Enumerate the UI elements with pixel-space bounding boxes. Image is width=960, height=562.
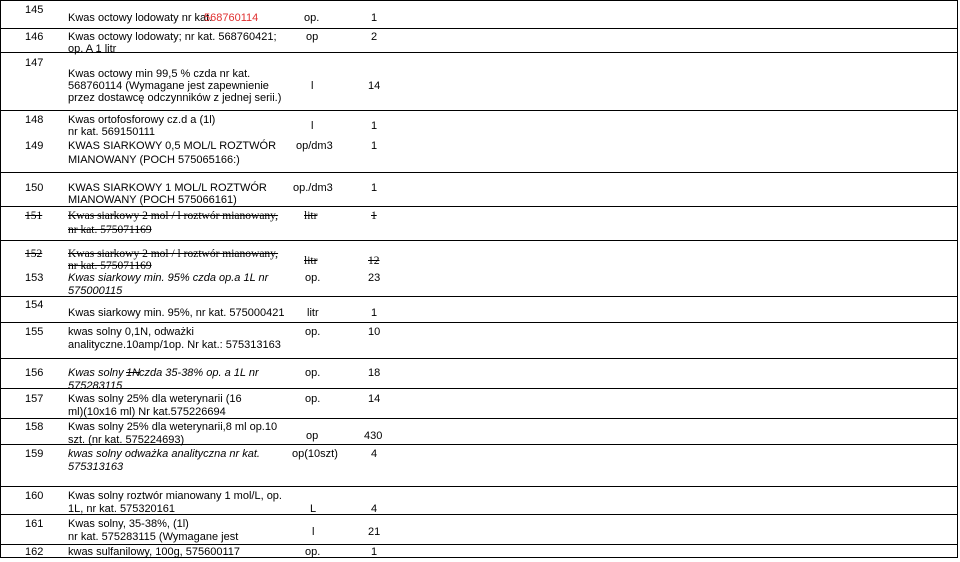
item-unit: litr	[307, 307, 319, 319]
item-qty: 1	[371, 546, 378, 558]
item-unit: op.	[305, 272, 321, 284]
item-name-line: ml)(10x16 ml) Nr kat.575226694	[68, 406, 226, 418]
item-unit: op.	[305, 326, 321, 338]
item-name-line: Kwas ortofosforowy cz.d a (1l)	[68, 114, 216, 126]
row-number: 154	[25, 299, 44, 311]
item-unit: L	[310, 503, 317, 515]
item-name-line: MIANOWANY (POCH 575065166:)	[68, 154, 240, 166]
row-divider	[0, 486, 958, 487]
item-name-line: Kwas solny 25% dla weterynarii (16	[68, 393, 242, 405]
item-qty: 430	[364, 430, 383, 442]
item-name-line: Kwas siarkowy min. 95%, nr kat. 575000421	[68, 307, 285, 319]
item-qty: 1	[371, 182, 378, 194]
row-number: 159	[25, 448, 44, 460]
item-name-line: KWAS SIARKOWY 0,5 MOL/L ROZTWÓR	[68, 140, 277, 152]
item-name-line: 1L, nr kat. 575320161	[68, 503, 176, 515]
item-unit: op./dm3	[293, 182, 333, 194]
item-unit: op/dm3	[296, 140, 333, 152]
item-name-line: kwas solny odważka analityczna nr kat.	[68, 448, 260, 460]
item-qty: 2	[371, 31, 378, 43]
item-qty: 4	[371, 503, 378, 515]
item-name-line: kwas sulfanilowy, 100g, 575600117	[68, 546, 241, 558]
item-name-line: op. A 1 litr	[68, 43, 117, 55]
item-qty: 18	[368, 367, 381, 379]
item-qty: 14	[368, 80, 381, 92]
row-divider	[0, 28, 958, 29]
col-divider	[0, 0, 1, 558]
row-number: 160	[25, 490, 44, 502]
item-name-line: MIANOWANY (POCH 575066161)	[68, 194, 237, 206]
row-divider	[0, 296, 958, 297]
row-number: 155	[25, 326, 44, 338]
row-divider	[0, 544, 958, 545]
item-name-line: Kwas solny 25% dla weterynarii,8 ml op.10	[68, 421, 278, 433]
row-number: 158	[25, 421, 44, 433]
item-name-line: nr kat. 569150111	[68, 126, 156, 138]
item-name-line: Kwas solny, 35-38%, (1l)	[68, 518, 189, 530]
row-number: 148	[25, 114, 44, 126]
item-unit: l	[312, 526, 315, 538]
item-name-line: 575313163	[68, 461, 124, 473]
item-name-line: Kwas solny roztwór mianowany 1 mol/L, op.	[68, 490, 282, 502]
item-name-struck: 1N	[126, 367, 141, 379]
row-divider	[0, 388, 958, 389]
row-number: 152	[25, 248, 43, 260]
item-unit: op.	[305, 546, 321, 558]
row-divider	[0, 110, 958, 111]
row-divider	[0, 418, 958, 419]
item-qty: 4	[371, 448, 378, 460]
item-qty: 1	[371, 140, 378, 152]
row-number: 153	[25, 272, 44, 284]
item-name-line: nr kat. 575071169	[68, 224, 152, 236]
row-number: 146	[25, 31, 44, 43]
item-name-line: KWAS SIARKOWY 1 MOL/L ROZTWÓR	[68, 182, 267, 194]
item-name-line: Kwas siarkowy 2 mol / l roztwór mianowany,	[68, 248, 279, 260]
row-divider	[0, 358, 958, 359]
item-qty: 12	[368, 255, 380, 267]
item-name-line: Kwas solny	[68, 367, 124, 379]
item-unit: l	[311, 120, 314, 132]
row-divider	[0, 0, 958, 1]
row-number: 162	[25, 546, 44, 558]
item-unit: op.	[305, 367, 321, 379]
item-name-line: nr kat. 575283115 (Wymagane jest	[68, 531, 239, 543]
item-name-line: Kwas siarkowy min. 95% czda op.a 1L nr	[68, 272, 269, 284]
row-number: 151	[25, 210, 43, 222]
item-unit: op	[306, 31, 319, 43]
item-catalog-highlight: 568760114	[204, 12, 259, 24]
item-name-line: kwas solny 0,1N, odważki	[68, 326, 194, 338]
item-name-line: 575283115	[68, 380, 123, 392]
item-unit: op.	[304, 12, 320, 24]
item-unit: l	[311, 80, 314, 92]
item-qty: 14	[368, 393, 381, 405]
item-qty: 21	[368, 526, 381, 538]
row-divider	[0, 322, 958, 323]
item-qty: 1	[371, 210, 377, 222]
row-number: 157	[25, 393, 44, 405]
col-divider	[957, 0, 958, 558]
item-unit: litr	[304, 210, 318, 222]
item-qty: 1	[371, 120, 378, 132]
row-number: 145	[25, 4, 44, 16]
row-number: 156	[25, 367, 44, 379]
item-name-line: 568760114 (Wymagane jest zapewnienie	[68, 80, 269, 92]
item-name-line: Kwas octowy lodowaty; nr kat. 568760421;	[68, 31, 277, 43]
item-name-line: Kwas octowy lodowaty nr kat.	[68, 12, 213, 24]
item-name-line: czda 35-38% op. a 1L nr	[139, 367, 259, 379]
item-qty: 10	[368, 326, 381, 338]
row-number: 149	[25, 140, 44, 152]
item-unit: op.	[305, 393, 321, 405]
item-unit: op(10szt)	[292, 448, 338, 460]
row-number: 147	[25, 57, 44, 69]
item-name-line: szt. (nr kat. 575224693)	[68, 434, 185, 446]
item-unit: op	[306, 430, 319, 442]
item-qty: 1	[371, 307, 378, 319]
row-divider	[0, 172, 958, 173]
item-qty: 23	[368, 272, 381, 284]
item-qty: 1	[371, 12, 378, 24]
item-name-line: przez dostawcę odczynników z jednej serii.)	[68, 92, 282, 104]
item-name-line: Kwas octowy min 99,5 % czda nr kat.	[68, 68, 251, 80]
item-name-line: Kwas siarkowy 2 mol / l roztwór mianowany,	[68, 210, 279, 222]
item-name-line: nr kat. 575071169	[68, 260, 152, 272]
row-divider	[0, 206, 958, 207]
item-unit: litr	[304, 255, 318, 267]
row-divider	[0, 52, 958, 53]
item-name-line: analityczne.10amp/1op. Nr kat.: 575313163	[68, 339, 281, 351]
row-number: 161	[25, 518, 44, 530]
row-divider	[0, 240, 958, 241]
row-number: 150	[25, 182, 44, 194]
item-name-line: 575000115	[68, 285, 123, 297]
